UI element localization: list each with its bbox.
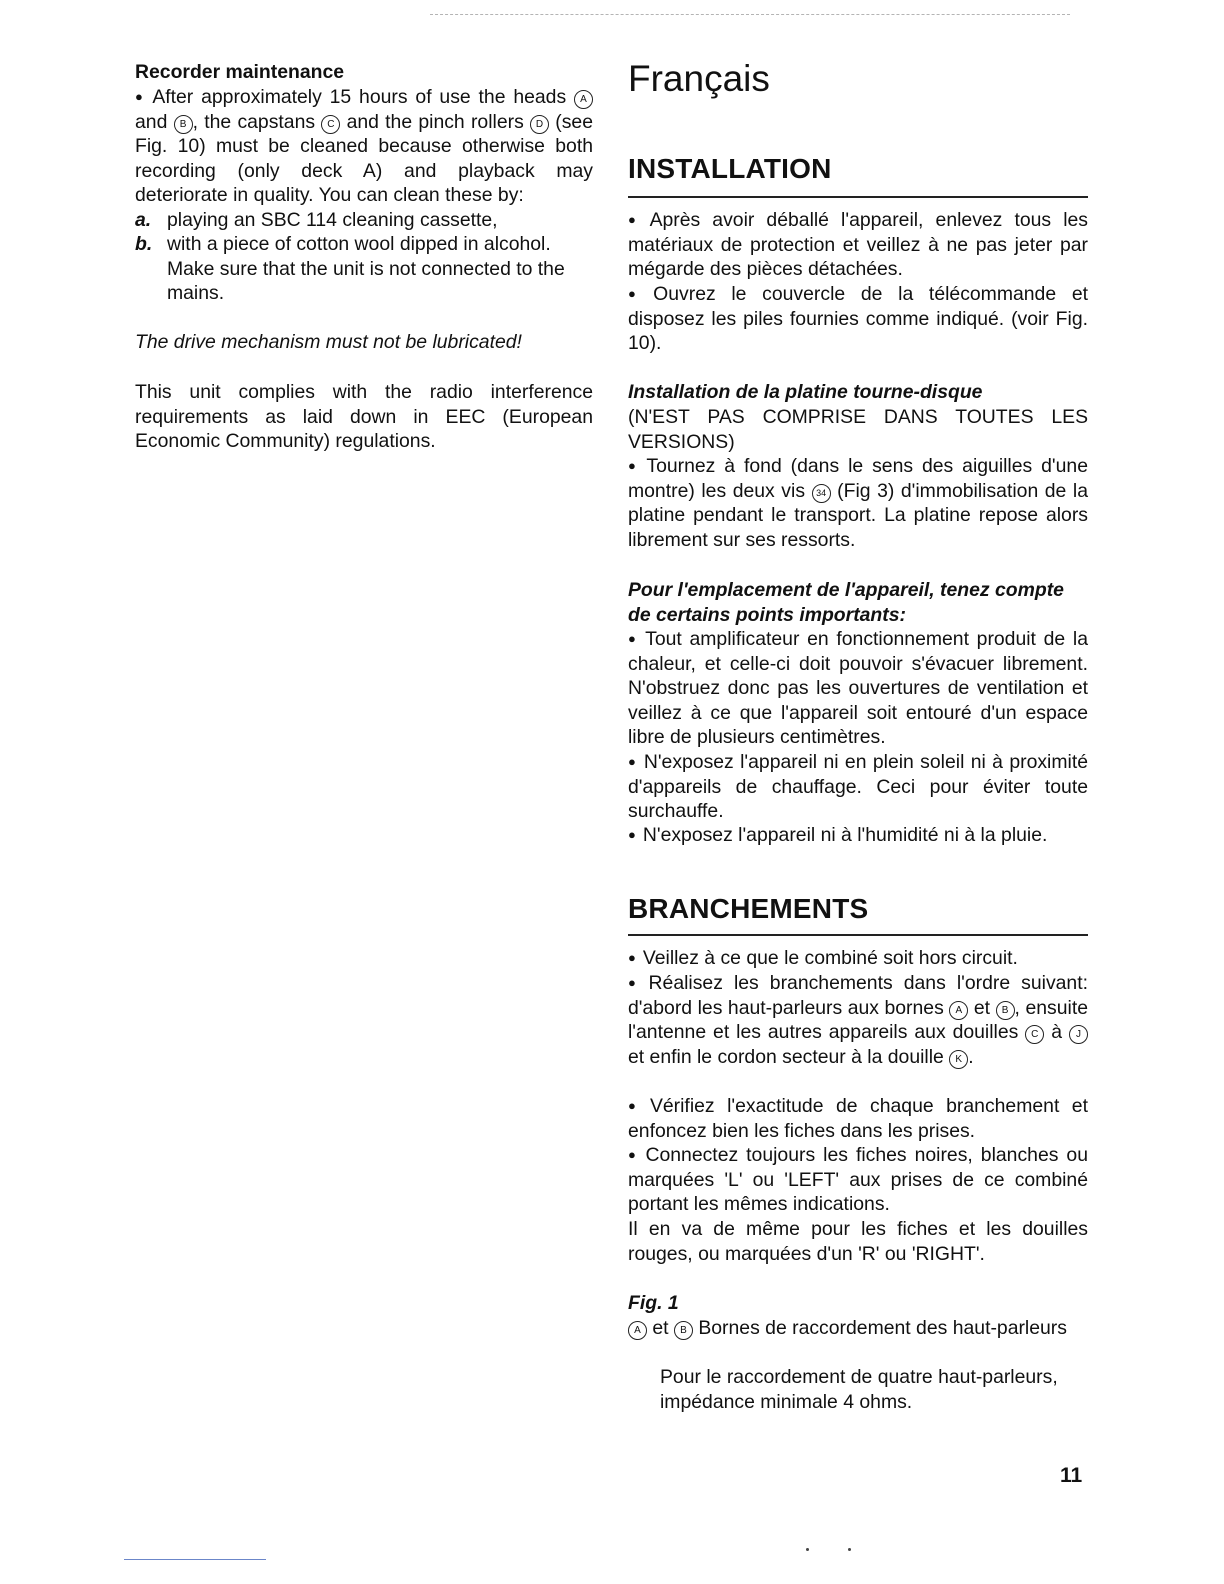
heading-rule: [628, 934, 1088, 936]
installation-heading: INSTALLATION: [628, 153, 832, 184]
bullet-icon: [628, 1144, 645, 1166]
placement-bullet: ● Tout amplificateur en fonctionnement produit de la chaleur, et celle-ci doit pouvoir s'évacuer librement. N'obstruez donc pas les ouvertures de ventilation et veillez à ce que l'appareil soit entouré d'un espace libre de plusieurs centimètres.: [628, 627, 1088, 750]
mark-a-icon: A: [628, 1321, 647, 1340]
mark-a-icon: A: [574, 90, 593, 109]
mark-k-icon: K: [949, 1050, 968, 1069]
placement-bullet: ● N'exposez l'appareil ni à l'humidité ni à la pluie.: [628, 823, 1088, 848]
mark-b-icon: B: [996, 1001, 1015, 1020]
heading-rule: [628, 196, 1088, 198]
mark-a-icon: A: [949, 1001, 968, 1020]
turntable-subheading: Installation de la platine tourne-disque: [628, 381, 983, 403]
turntable-note: (N'EST PAS COMPRISE DANS TOUTES LES VERSIONS): [628, 406, 1088, 453]
placement-bullet: ● N'exposez l'appareil ni en plein soleil ni à proximité d'appareils de chauffage. Ceci pour éviter toute surchauffe.: [628, 750, 1088, 824]
maintenance-paragraph: ● After approximately 15 hours of use the heads A and B , the capstans C and the pinch rollers D (see Fig. 10) must be cleaned because otherwise both recording (only deck A) and playback may deteriorate in quality. You can clean these by:: [135, 85, 593, 208]
bullet-icon: [628, 628, 645, 650]
branchements-bullet: ● Vérifiez l'exactitude de chaque branchement et enfoncez bien les fiches dans les prises.: [628, 1094, 1088, 1143]
bullet-icon: [628, 1095, 650, 1117]
turntable-bullet: ● Tournez à fond (dans le sens des aiguilles d'une montre) les deux vis 34 (Fig 3) d'immobilisation de la platine pendant le transport. La platine repose alors librement sur ses ressorts.: [628, 454, 1088, 552]
placement-subheading: Pour l'emplacement de l'appareil, tenez compte de certains points importants:: [628, 579, 1064, 626]
mark-c-icon: C: [321, 115, 340, 134]
mark-b-icon: B: [674, 1321, 693, 1340]
branchements-heading: BRANCHEMENTS: [628, 893, 869, 924]
language-title: Français: [628, 58, 770, 99]
page-number: 11: [1060, 1464, 1083, 1487]
bullet-icon: [628, 947, 643, 969]
recorder-maintenance-heading: Recorder maintenance: [135, 61, 345, 83]
branchements-bullet: ● Connectez toujours les fiches noires, blanches ou marquées 'L' ou 'LEFT' aux prises de ce combiné portant les mêmes indications.: [628, 1143, 1088, 1217]
installation-bullet: ● Ouvrez le couvercle de la télécommande et disposez les piles fournies comme indiqué. (voir Fig. 10).: [628, 282, 1088, 356]
mark-b-icon: B: [174, 115, 193, 134]
branchements-bullet: ● Réalisez les branchements dans l'ordre suivant: d'abord les haut-parleurs aux bornes A et B , ensuite l'antenne et les autres appareils aux douilles C à J et enfin le cordon secteur à la douille K .: [628, 971, 1088, 1069]
scan-artifact-top: [430, 14, 1070, 18]
scan-speck: [806, 1548, 809, 1551]
bullet-icon: [628, 824, 643, 846]
mark-j-icon: J: [1069, 1025, 1088, 1044]
branchements-continuation: Il en va de même pour les fiches et les douilles rouges, ou marquées d'un 'R' ou 'RIGHT'.: [628, 1218, 1088, 1265]
mark-c-icon: C: [1025, 1025, 1044, 1044]
compliance-paragraph: This unit complies with the radio interference requirements as laid down in EEC (European Economic Community) regulations.: [135, 381, 593, 453]
fig-item: A et B Bornes de raccordement des haut-parleurs: [628, 1316, 1088, 1341]
installation-bullet: ● Après avoir déballé l'appareil, enlevez tous les matériaux de protection et veillez à ne pas jeter par mégarde des pièces détachées.: [628, 208, 1088, 282]
lubrication-warning: The drive mechanism must not be lubricated!: [135, 331, 522, 353]
bullet-icon: [628, 751, 644, 773]
list-item: b. with a piece of cotton wool dipped in alcohol. Make sure that the unit is not connected to the mains.: [135, 233, 565, 305]
scan-speck: [848, 1548, 851, 1551]
bullet-icon: [628, 283, 653, 305]
bullet-icon: [628, 972, 649, 994]
mark-d-icon: D: [530, 115, 549, 134]
fig-title: Fig. 1: [628, 1292, 679, 1314]
branchements-bullet: ● Veillez à ce que le combiné soit hors circuit.: [628, 946, 1088, 971]
fig-description: Pour le raccordement de quatre haut-parleurs, impédance minimale 4 ohms.: [660, 1366, 1058, 1413]
list-item: a. playing an SBC 114 cleaning cassette,: [135, 209, 498, 231]
bullet-icon: [628, 455, 646, 477]
mark-34-icon: 34: [812, 484, 831, 503]
bullet-icon: [135, 86, 152, 108]
bullet-icon: [628, 209, 650, 231]
scan-artifact-line: [124, 1559, 266, 1560]
